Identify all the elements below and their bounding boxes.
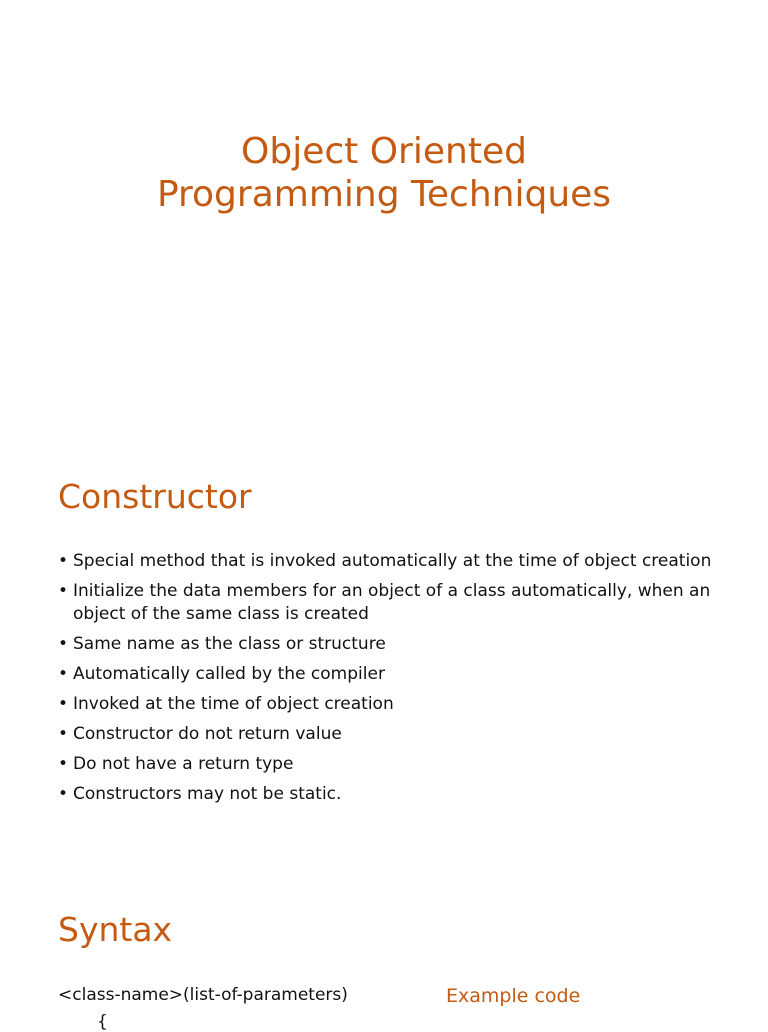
bullet-item: [58, 550, 718, 573]
example-code-label: Example code: [446, 985, 581, 1007]
bullet-item: [58, 723, 718, 746]
bullet-item: [58, 783, 718, 806]
syntax-signature: <class-name>(list-of-parameters): [58, 985, 348, 1005]
title-line-2: Programming Techniques: [156, 174, 612, 215]
bullet-item: [58, 663, 718, 686]
constructor-slide: [0, 432, 768, 864]
bullet-marker: •: [58, 754, 69, 774]
presentation-title: [0, 130, 768, 216]
bullet-marker: •: [58, 664, 69, 684]
bullet-text: Same name as the class or structure: [73, 634, 386, 654]
bullet-text: Automatically called by the compiler: [73, 664, 385, 684]
bullet-text: Constructors may not be static.: [73, 784, 342, 804]
bullet-item: [58, 753, 718, 776]
syntax-heading: Syntax: [58, 910, 173, 949]
bullet-marker: •: [58, 634, 69, 654]
title-slide: [0, 0, 768, 432]
bullet-marker: •: [58, 551, 69, 571]
bullet-text: Initialize the data members for an object of a class automatically, when an object of the same class is created: [73, 581, 711, 624]
title-line-1: Object Oriented: [241, 131, 527, 172]
bullet-text: Invoked at the time of object creation: [73, 694, 394, 714]
constructor-heading: Constructor: [58, 477, 252, 516]
bullet-text: Constructor do not return value: [73, 724, 342, 744]
constructor-bullet-list: [58, 550, 718, 813]
bullet-item: [58, 580, 718, 626]
bullet-marker: •: [58, 694, 69, 714]
bullet-marker: •: [58, 581, 69, 601]
syntax-slide: [0, 864, 768, 1032]
bullet-text: Do not have a return type: [73, 754, 294, 774]
syntax-open-brace: {: [97, 1012, 108, 1032]
bullet-marker: •: [58, 724, 69, 744]
bullet-text: Special method that is invoked automatically at the time of object creation: [73, 551, 712, 571]
bullet-item: [58, 633, 718, 656]
bullet-item: [58, 693, 718, 716]
bullet-marker: •: [58, 784, 69, 804]
